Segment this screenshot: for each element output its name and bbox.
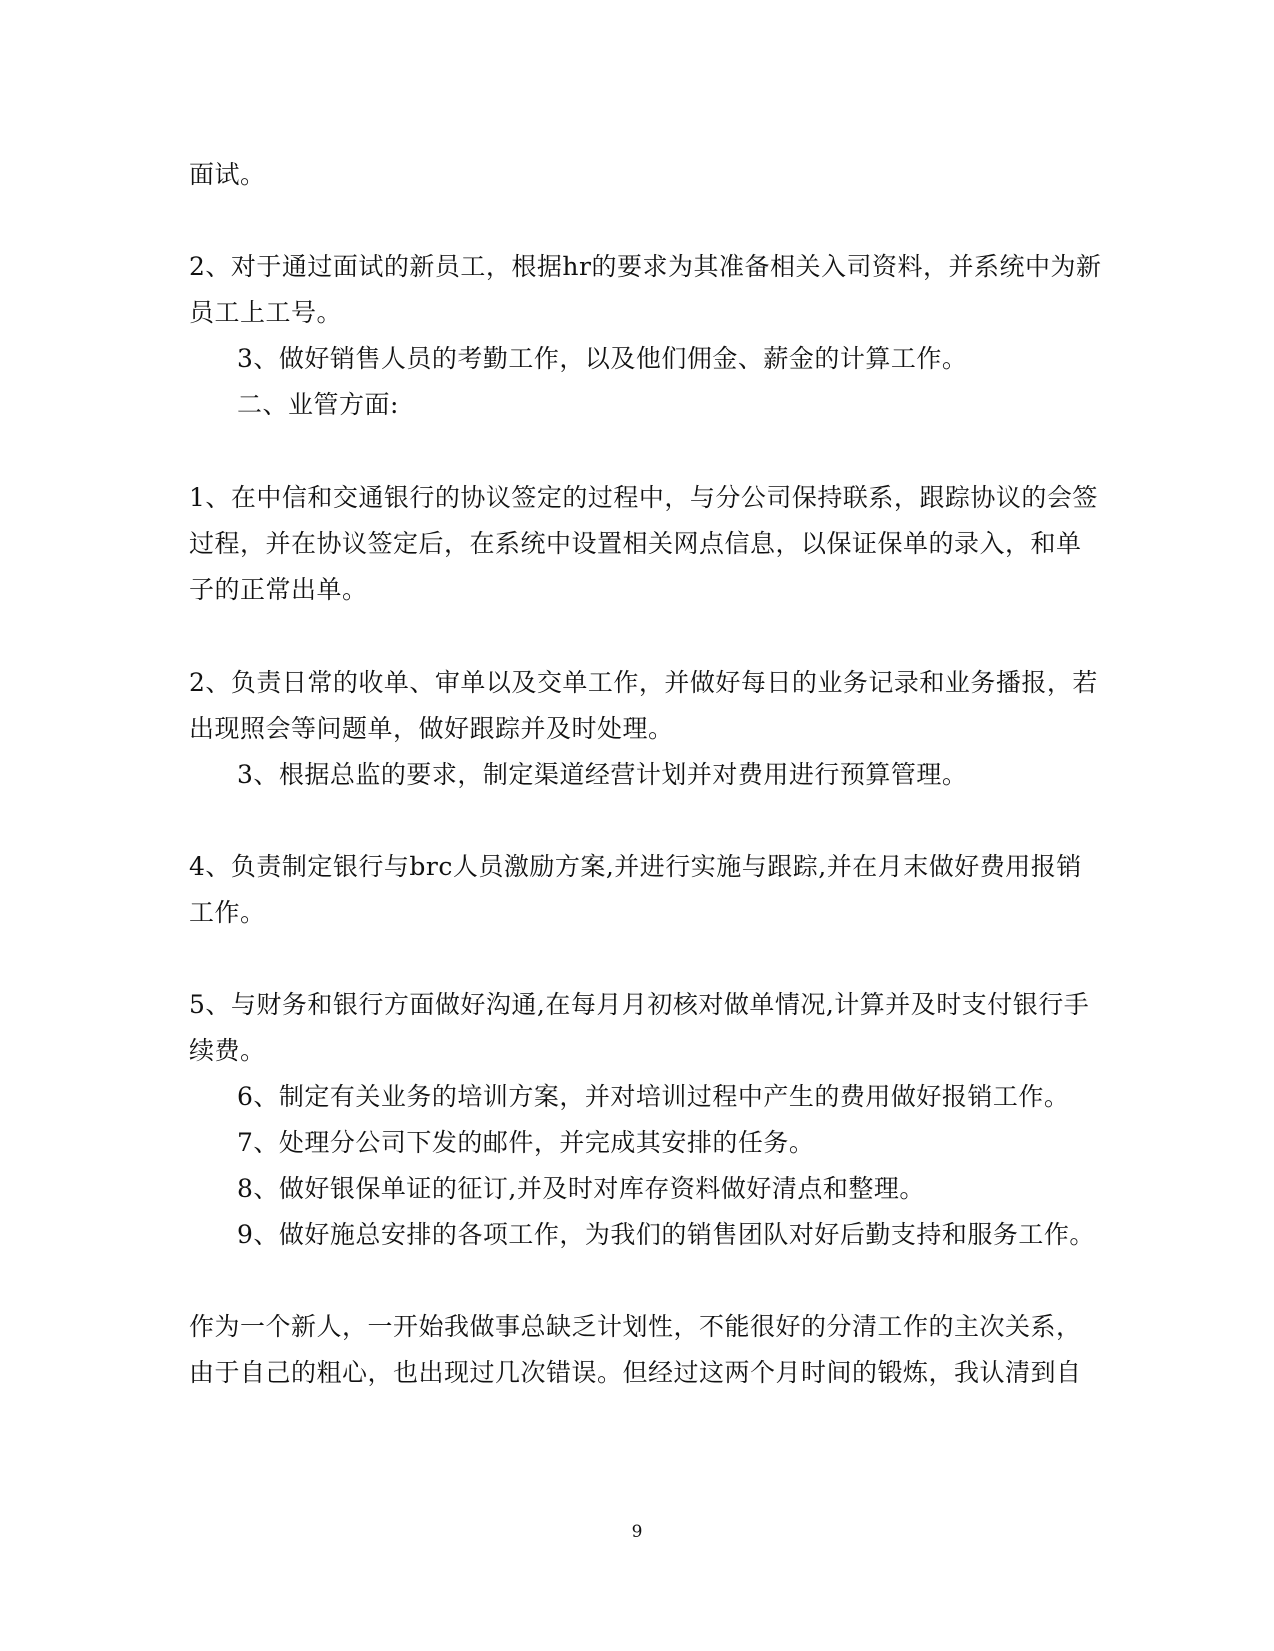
text-line: 9、做好施总安排的各项工作，为我们的销售团队对好后勤支持和服务工作。	[237, 1220, 1095, 1249]
text-line: 过程，并在协议签定后，在系统中设置相关网点信息，以保证保单的录入，和单	[189, 529, 1082, 558]
text-line: 作为一个新人，一开始我做事总缺乏计划性，不能很好的分清工作的主次关系，	[189, 1312, 1082, 1341]
text-line: 面试。	[189, 160, 266, 189]
text-line: 7、处理分公司下发的邮件，并完成其安排的任务。	[237, 1128, 815, 1157]
text-line: 员工上工号。	[189, 298, 343, 327]
text-line: 工作。	[189, 898, 266, 927]
section-heading: 二、业管方面:	[237, 390, 399, 419]
text-line: 5、与财务和银行方面做好沟通,在每月月初核对做单情况,计算并及时支付银行手	[189, 990, 1090, 1019]
text-line: 续费。	[189, 1036, 266, 1065]
text-line: 8、做好银保单证的征订,并及时对库存资料做好清点和整理。	[237, 1174, 925, 1203]
page-number: 9	[631, 1522, 643, 1542]
text-line: 2、负责日常的收单、审单以及交单工作，并做好每日的业务记录和业务播报，若	[189, 668, 1098, 697]
text-line: 子的正常出单。	[189, 575, 368, 604]
text-line: 3、做好销售人员的考勤工作，以及他们佣金、薪金的计算工作。	[237, 344, 968, 373]
text-line: 4、负责制定银行与brc人员激励方案,并进行实施与跟踪,并在月末做好费用报销	[189, 852, 1082, 881]
text-line: 出现照会等问题单，做好跟踪并及时处理。	[189, 714, 674, 743]
text-line: 2、对于通过面试的新员工，根据hr的要求为其准备相关入司资料，并系统中为新	[189, 252, 1102, 281]
text-line: 6、制定有关业务的培训方案，并对培训过程中产生的费用做好报销工作。	[237, 1082, 1070, 1111]
text-line: 1、在中信和交通银行的协议签定的过程中，与分公司保持联系，跟踪协议的会签	[189, 483, 1098, 512]
text-line: 3、根据总监的要求，制定渠道经营计划并对费用进行预算管理。	[237, 760, 968, 789]
text-line: 由于自己的粗心，也出现过几次错误。但经过这两个月时间的锻炼，我认清到自	[189, 1358, 1082, 1387]
